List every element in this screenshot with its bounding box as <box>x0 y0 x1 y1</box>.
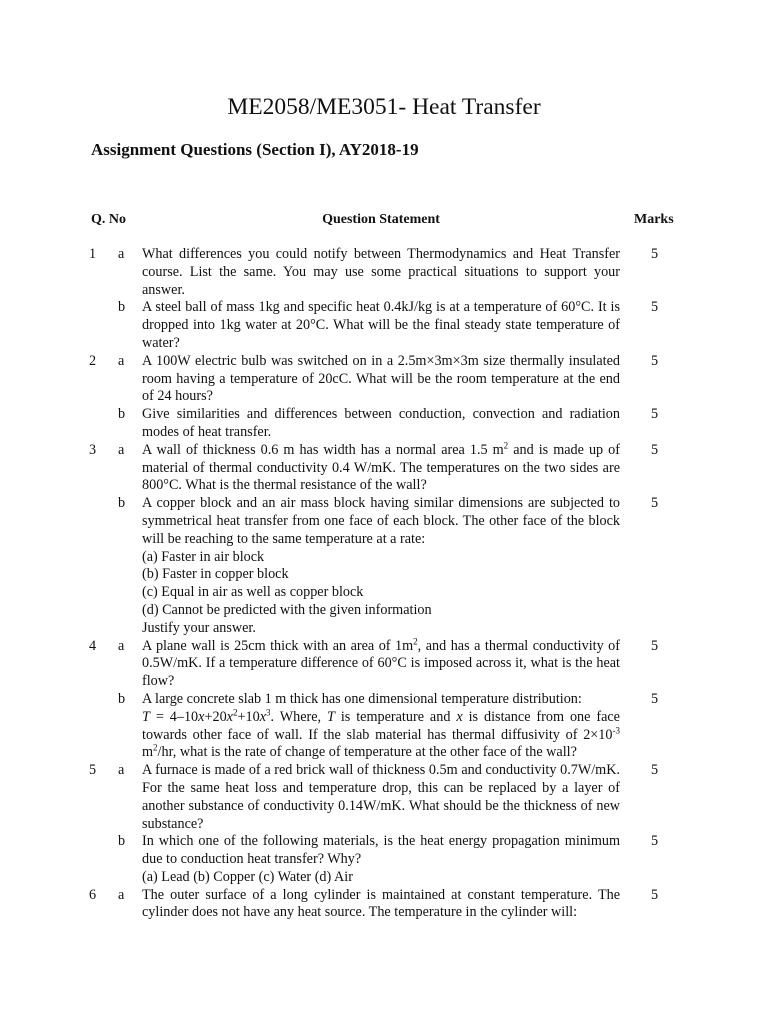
question-marks: 5 <box>651 441 659 458</box>
question-row <box>0 442 768 495</box>
question-row <box>0 495 768 637</box>
option-line: (c) Equal in air as well as copper block <box>142 584 364 601</box>
question-number: 1 <box>89 246 97 262</box>
question-text: A steel ball of mass 1kg and specific heat 0.4kJ/kg is at a temperature of 60°C. It is dropped into 1kg water at 20°C. What will be the final steady state temperature of water? <box>142 299 620 351</box>
question-part: b <box>118 495 126 512</box>
question-text: A large concrete slab 1 m thick has one dimensional temperature distribution: <box>142 690 582 707</box>
question-part: a <box>118 352 125 369</box>
page-title: ME2058/ME3051- Heat Transfer <box>227 94 541 120</box>
question-row <box>0 887 768 923</box>
page-subtitle: Assignment Questions (Section I), AY2018-19 <box>91 140 419 159</box>
question-part: b <box>118 406 126 423</box>
question-marks: 5 <box>651 495 659 512</box>
question-text: A furnace is made of a red brick wall of thickness 0.5m and conductivity 0.7W/mK. For the same heat loss and temperature drop, this can be replaced by a layer of another substance of conductivity 0.14W/mK. What should be the thickness of new substance? <box>142 762 620 832</box>
question-text: A 100W electric bulb was switched on in a 2.5m×3m×3m size thermally insulated room having a temperature of 20cC. What will be the room temperature at the end of 24 hours? <box>142 352 620 405</box>
column-header-statement: Question Statement <box>322 212 440 227</box>
question-marks: 5 <box>651 637 659 654</box>
question-marks: 5 <box>651 762 659 779</box>
question-text: The outer surface of a long cylinder is maintained at constant temperature. The cylinder does not have any heat source. The temperature in the cylinder will: <box>142 886 620 921</box>
question-marks: 5 <box>651 299 659 316</box>
question-part: a <box>118 441 125 458</box>
option-line: (b) Faster in copper block <box>142 566 289 583</box>
question-marks: 5 <box>651 352 659 369</box>
option-line: (a) Faster in air block <box>142 548 265 565</box>
question-marks: 5 <box>651 406 659 423</box>
question-text: What differences you could notify between Thermodynamics and Heat Transfer course. List the same. You may use some practical situations to support your answer. <box>142 246 620 298</box>
question-text: A copper block and an air mass block having similar dimensions are subjected to symmetrical heat transfer from one face of each block. The other face of the block will be reaching to the same temperature at a rate: <box>142 495 620 547</box>
question-table <box>0 246 768 922</box>
question-part: a <box>118 762 125 779</box>
column-header-marks: Marks <box>634 212 674 227</box>
option-line: (a) Lead (b) Copper (c) Water (d) Air <box>142 868 353 885</box>
question-row <box>0 691 768 762</box>
option-line: Justify your answer. <box>142 619 256 636</box>
question-row <box>0 353 768 406</box>
question-part: a <box>118 886 125 903</box>
question-marks: 5 <box>651 246 659 262</box>
question-row <box>0 406 768 442</box>
question-row <box>0 246 768 299</box>
question-number: 2 <box>89 352 97 369</box>
question-marks: 5 <box>651 690 659 707</box>
column-header-qno: Q. No <box>91 212 126 227</box>
question-text: Give similarities and differences between conduction, convection and radiation modes of heat transfer. <box>142 406 620 440</box>
question-number: 3 <box>89 441 97 458</box>
question-row <box>0 762 768 833</box>
question-part: a <box>118 246 125 262</box>
question-row <box>0 635 768 691</box>
question-row <box>0 833 768 886</box>
question-text: A plane wall is 25cm thick with an area of $1m^2$, and has a thermal conductivity of 0.5W/mK. If a temperature difference of 60°C is imposed across it, what is the heat flow? <box>142 635 620 690</box>
question-part: b <box>118 299 126 316</box>
question-number: 6 <box>89 886 97 903</box>
question-part: b <box>118 833 126 850</box>
question-marks: 5 <box>651 886 659 903</box>
question-part: b <box>118 690 126 707</box>
question-text: In which one of the following materials, is the heat energy propagation minimum due to conduction heat transfer? Why? <box>142 833 620 868</box>
question-text: A wall of thickness 0.6 m has width has a normal area 1.5 $m^2$ and is made up of material of thermal conductivity 0.4 W/mK. The temperatures on the two sides are 800°C. What is the thermal resistance of the wall? <box>142 440 620 494</box>
question-number: 4 <box>89 637 97 654</box>
question-row <box>0 299 768 352</box>
question-marks: 5 <box>651 833 659 850</box>
question-equation-text: $T = 4-10x+20x^2+10x^3$. Where, T is temperature and x is distance from one face towards other face of wall. If the slab material has thermal diffusivity of $2\times 10^{-3}$ $m^2/hr$, what is the rate of change of temperature at the other face of the wall? <box>142 706 620 761</box>
question-number: 5 <box>89 762 97 779</box>
option-line: (d) Cannot be predicted with the given information <box>142 601 432 618</box>
question-part: a <box>118 637 125 654</box>
